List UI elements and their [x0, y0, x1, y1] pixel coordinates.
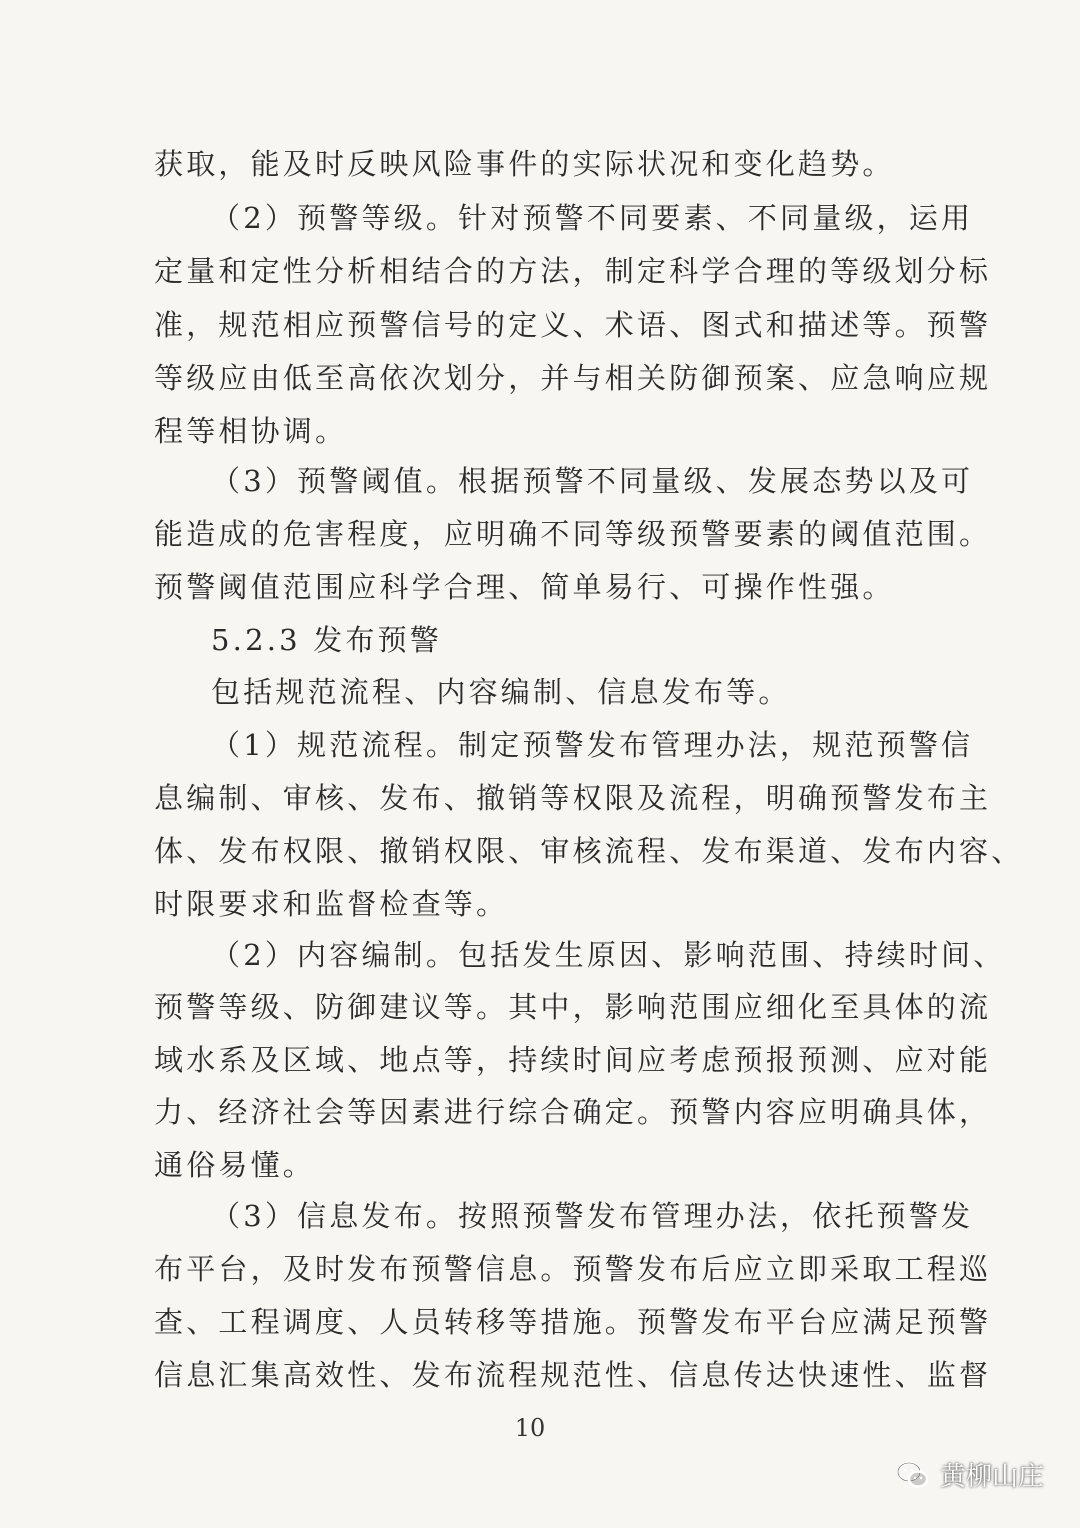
text-line: 等级应由低至高依次划分，并与相关防御预案、应急响应规 [154, 361, 992, 395]
page-number: 10 [514, 1414, 546, 1442]
text-line: （2）内容编制。包括发生原因、影响范围、持续时间、 [211, 938, 1006, 972]
text-line: 预警等级、防御建议等。其中，影响范围应细化至具体的流 [154, 990, 992, 1024]
text-line: （3）信息发布。按照预警发布管理办法，依托预警发 [211, 1199, 974, 1233]
text-line: 域水系及区域、地点等，持续时间应考虑预报预测、应对能 [154, 1043, 992, 1077]
text-line: 布平台，及时发布预警信息。预警发布后应立即采取工程巡 [154, 1252, 992, 1286]
text-line: 程等相协调。 [154, 414, 348, 448]
text-line: 查、工程调度、人员转移等措施。预警发布平台应满足预警 [154, 1305, 992, 1339]
wechat-icon [896, 1460, 930, 1490]
text-line: 体、发布权限、撤销权限、审核流程、发布渠道、发布内容、 [154, 834, 1024, 868]
text-line: 时限要求和监督检查等。 [154, 887, 509, 921]
text-line: 定量和定性分析相结合的方法，制定科学合理的等级划分标 [154, 254, 992, 288]
text-line: （1）规范流程。制定预警发布管理办法，规范预警信 [211, 728, 974, 762]
text-line: （3）预警阈值。根据预警不同量级、发展态势以及可 [211, 464, 974, 498]
section-heading: 5.2.3 发布预警 [211, 623, 443, 657]
text-line: 包括规范流程、内容编制、信息发布等。 [211, 675, 791, 709]
text-line: 能造成的危害程度，应明确不同等级预警要素的阈值范围。 [154, 517, 992, 551]
text-line: 通俗易懂。 [154, 1148, 316, 1182]
text-line: 信息汇集高效性、发布流程规范性、信息传达快速性、监督 [154, 1358, 992, 1392]
text-line: 息编制、审核、发布、撤销等权限及流程，明确预警发布主 [154, 781, 992, 815]
text-line: （2）预警等级。针对预警不同要素、不同量级，运用 [211, 201, 974, 235]
watermark-text: 黄柳山庄 [939, 1462, 1044, 1492]
text-line: 力、经济社会等因素进行综合确定。预警内容应明确具体， [154, 1095, 992, 1129]
text-line: 准，规范相应预警信号的定义、术语、图式和描述等。预警 [154, 308, 992, 342]
watermark [896, 1456, 1044, 1493]
text-line: 预警阈值范围应科学合理、简单易行、可操作性强。 [154, 570, 895, 604]
text-line: 获取，能及时反映风险事件的实际状况和变化趋势。 [154, 147, 895, 181]
